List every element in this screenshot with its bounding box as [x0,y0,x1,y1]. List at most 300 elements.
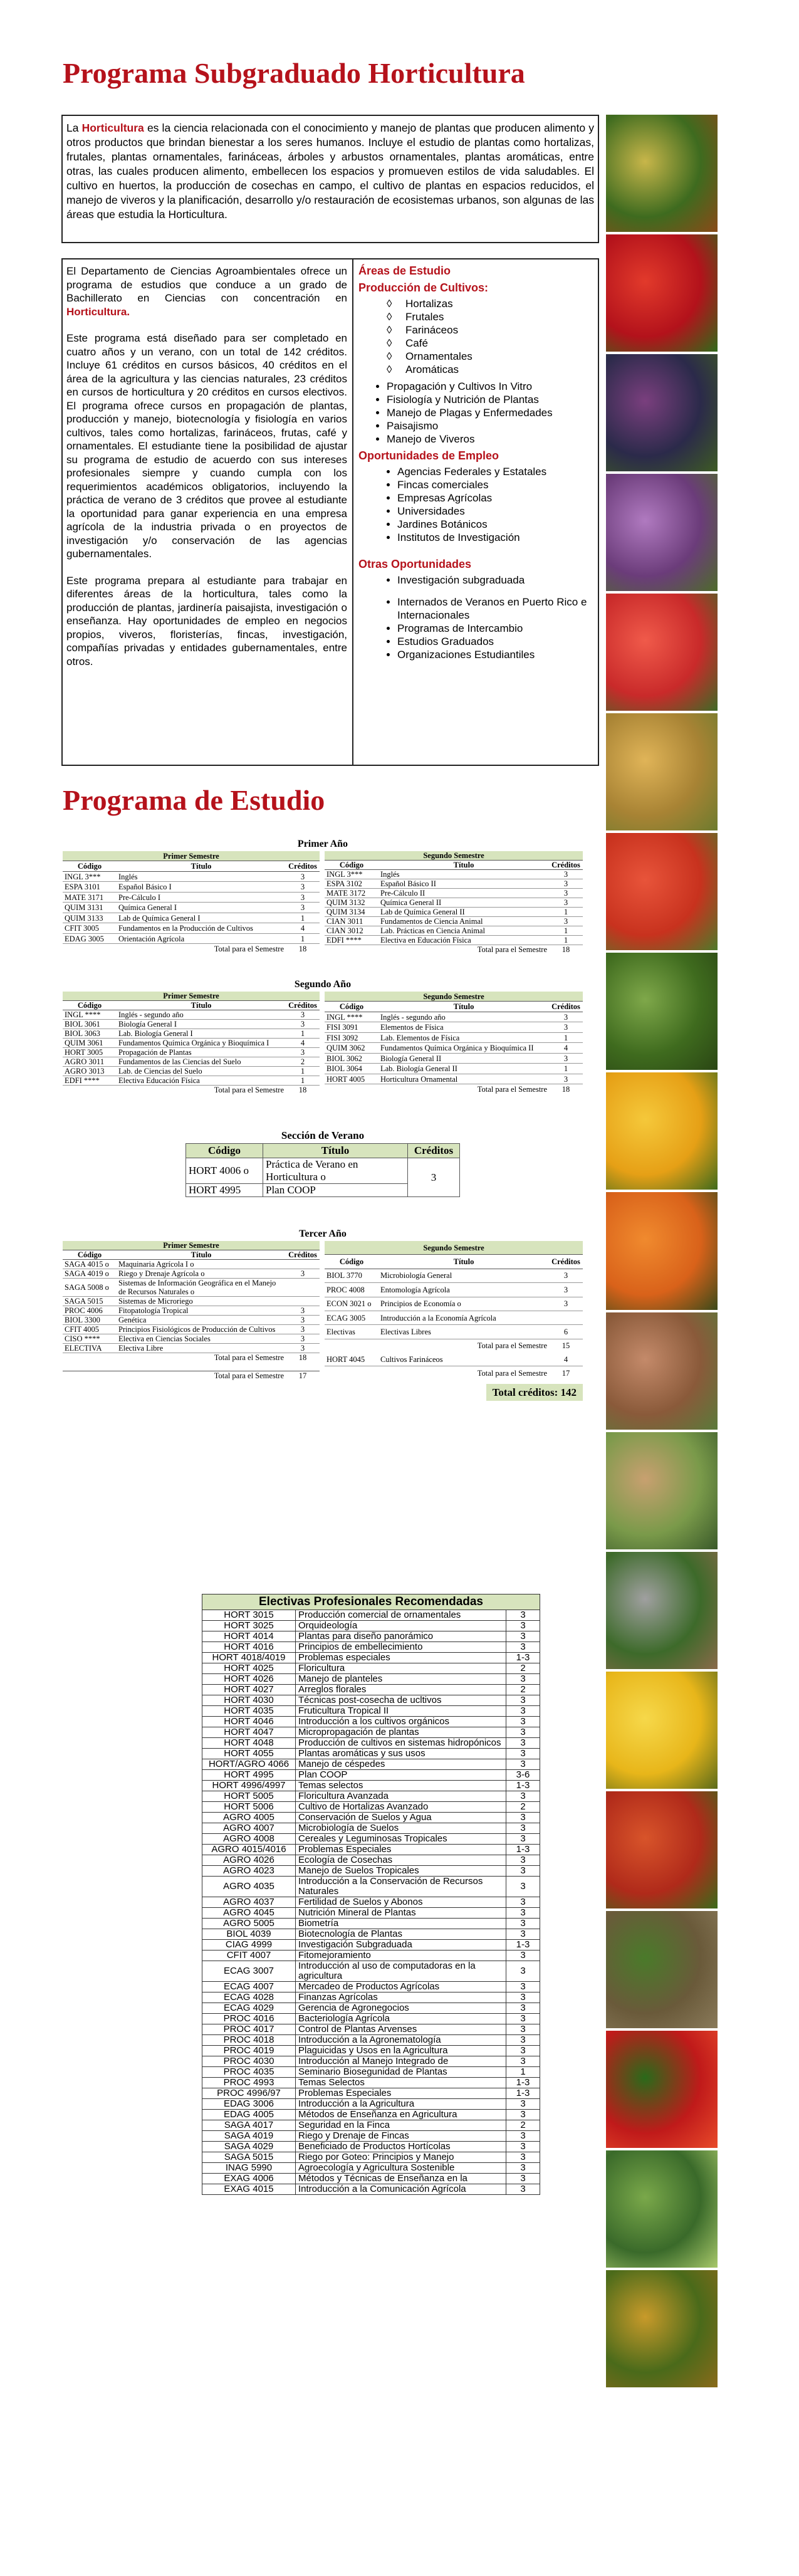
course-title: Control de Plantas Arvenses [296,2024,506,2035]
table-cell: Fitopatología Tropical [117,1306,286,1316]
table-row [325,1053,583,1064]
course-credits: 3 [506,1717,540,1727]
semester-total-row [63,1371,320,1380]
table-cell: QUIM 3133 [63,913,117,923]
table-cell: BIOL 3061 [63,1020,117,1029]
table-cell: QUIM 3134 [325,908,379,917]
table-cell: Electiva Libre [117,1344,286,1353]
course-code: HORT 4048 [202,1738,296,1749]
course-code: AGRO 4007 [202,1823,296,1834]
course-credits: 3 [506,2046,540,2056]
list-item: • Internados de Veranos en Puerto Rico e Internacionales [397,595,597,622]
table-cell: Fundamentos de Ciencia Animal [379,917,549,926]
col-header: Créditos [286,1001,320,1010]
course-title: Arreglos florales [296,1685,506,1695]
course-credits: 2 [506,1802,540,1813]
course-code: HORT 4035 [202,1706,296,1717]
table-row [202,1653,540,1663]
summer-table [185,1143,460,1197]
table-cell: Sistemas de Microriego [117,1297,286,1306]
table-cell: Español Básico I [117,882,286,893]
col-header: Código [63,861,117,872]
seedlings-photo [606,1911,718,2028]
table-row [202,1919,540,1929]
table-cell: Electivas [325,1325,379,1339]
pumpkins-photo [606,713,718,830]
table-row [202,1770,540,1781]
table-row [202,1940,540,1950]
pineapple-photo [606,2270,718,2387]
table-cell: Pre-Cálculo I [117,892,286,903]
course-credits: 3 [506,1823,540,1834]
col-header: Título [379,1002,549,1012]
table-cell: 2 [286,1057,320,1067]
total-value: 18 [561,1085,570,1094]
course-title: Introducción al Manejo Integrado de [296,2056,506,2067]
table-cell: QUIM 3061 [63,1039,117,1048]
table-row [202,2014,540,2024]
course-credits: 2 [506,2120,540,2131]
program-paragraph: Este programa está diseñado para ser completado en cuatro años y un verano, con un total de 142 créditos. Incluye 61 créditos en cursos básicos, 40 créditos en el área de la agricultura y las ciencias naturales, 23 créditos en cursos de horticultura y 20 créditos en cursos electivos. El programa ofrece cursos en propagación de plantas, producción y manejo, biotecnología y fisiología en varios cultivos, tales como hortalizas, farináceos, frutas, café y ornamentales. El estudiante tiene la posibilidad de ajustar su programa de estudio de acuerdo con sus intereses profesionales siempre y cuando cumpla con los requerimientos académicos obligatorios, incluyendo la práctica de verano de 3 créditos que provee al estudiante la oportunidad para ganar experiencia en una empresa agrícola de la industria privada o en proyectos de investigación y/o conservación de las agencias gubernamentales. [66,332,347,560]
course-title: Introducción al uso de computadoras en la agricultura [296,1961,506,1982]
course-credits: 2 [506,1685,540,1695]
table-row [63,1057,320,1067]
table-cell: Lab de Química General I [117,913,286,923]
table-row [325,1297,583,1311]
table-cell: Introducción a la Economía Agrícola [379,1311,549,1324]
course-title: Ecología de Cosechas [296,1855,506,1866]
table-row [63,892,320,903]
employment-heading: Oportunidades de Empleo [358,449,499,462]
col-header: Código [63,1250,117,1260]
table-cell: Entomología Agrícola [379,1283,549,1297]
total-value: 18 [298,945,307,954]
watermelon-photo [606,594,718,711]
melons-photo [606,2150,718,2268]
table-row [202,2110,540,2120]
table-row [63,1010,320,1020]
red-peppers-photo [606,234,718,352]
course-code: HORT 4047 [202,1727,296,1738]
table-row [202,1631,540,1642]
dept-paragraph: El Departamento de Ciencias Agroambientales ofrece un programa de estudios que conduce a un grado de Bachillerato en Ciencias con concentración en Horticultura. [66,265,347,318]
table-cell: BIOL 3300 [63,1316,117,1325]
course-credits: 1 [506,2067,540,2078]
total-value: 18 [298,1086,307,1094]
list-item: • Paisajismo [387,419,597,432]
table-cell: AGRO 3011 [63,1057,117,1067]
table-cell: ECAG 3005 [325,1311,379,1324]
table-cell: 4 [286,923,320,934]
course-code: SAGA 5015 [202,2152,296,2163]
table-cell: 6 [549,1325,583,1339]
course-code: ECAG 4029 [202,2003,296,2014]
course-code: HORT 5006 [202,1802,296,1813]
year2-tables [63,992,583,1094]
table-row [63,1334,320,1344]
electives-title: Electivas Profesionales Recomendadas [202,1594,540,1610]
table-cell: Microbiología General [379,1269,549,1282]
table-cell: 1 [549,936,583,945]
course-title: Fertilidad de Suelos y Abonos [296,1897,506,1908]
table-cell: 3 [286,1316,320,1325]
table-cell: ESPA 3102 [325,879,379,889]
semester-header: Primer Semestre [63,992,320,1001]
course-code: AGRO 4037 [202,1897,296,1908]
yellow-flowers-photo [606,1672,718,1789]
course-title: Principios de embellecimiento [296,1642,506,1653]
column-divider [352,259,353,765]
table-cell: BIOL 3062 [325,1053,379,1064]
course-title: Bacteriología Agrícola [296,2014,506,2024]
list-item: • Investigación subgraduada [397,573,597,587]
table-cell: 3 [549,1297,583,1311]
table-cell: Español Básico II [379,879,549,889]
course-title: Introducción a la Agronematología [296,2035,506,2046]
course-title: Temas Selectos [296,2078,506,2088]
course-code: PROC 4016 [202,2014,296,2024]
table-cell: Elementos de Física [379,1022,549,1033]
table-cell: 1 [286,1029,320,1039]
table-cell: Inglés - segundo año [379,1012,549,1022]
info-box [61,258,599,766]
course-credits: 3 [506,2024,540,2035]
course-title: Temas selectos [296,1781,506,1791]
course-title: Problemas Especiales [296,1845,506,1855]
production-heading: Producción de Cultivos: [358,281,489,294]
table-cell: Orientación Agrícola [117,933,286,944]
squash-photo [606,1192,718,1309]
course-credits: 3 [506,1992,540,2003]
course-credits: 3 [506,1897,540,1908]
table-row [325,1325,583,1339]
col-header: Título [379,1255,549,1269]
course-code: INAG 5990 [202,2163,296,2174]
table-cell: INGL 3*** [63,871,117,882]
col-header: Créditos [549,1002,583,1012]
course-code: SAGA 4019 [202,2131,296,2142]
table-row [202,1759,540,1770]
table-cell: Lab de Química General II [379,908,549,917]
table-row [63,1039,320,1048]
list-item: • Empresas Agrícolas [397,491,597,505]
list-item: • Manejo de Plagas y Enfermedades [387,406,597,419]
table-cell [286,1260,320,1269]
list-item: ◊ Ornamentales [405,350,597,363]
course-credits: 3 [506,1866,540,1877]
table-row [202,2088,540,2099]
table-row [202,1663,540,1674]
year2-first-semester [63,992,320,1094]
table-row [202,2120,540,2131]
table-row [63,1325,320,1334]
vegetables-photo [606,115,718,232]
course-code: HORT 4026 [202,1674,296,1685]
semester-total-row [63,944,320,954]
semester-total-row [63,1086,320,1095]
total-value: 18 [298,1353,307,1362]
photo-strip [606,115,718,2390]
table-row [202,2142,540,2152]
table-cell: CISO **** [63,1334,117,1344]
course-code: AGRO 4005 [202,1813,296,1823]
course-title: Agroecología y Agricultura Sostenible [296,2163,506,2174]
table-row [202,2035,540,2046]
table-cell: HORT 4006 o [186,1158,263,1184]
table-cell: ELECTIVA [63,1344,117,1353]
areas-heading: Áreas de Estudio [358,264,451,277]
total-label: Total para el Semestre [214,945,284,954]
course-title: Manejo de Suelos Tropicales [296,1866,506,1877]
table-cell: BIOL 3063 [63,1029,117,1039]
semester-header: Segundo Semestre [325,851,583,861]
course-credits: 3 [506,2142,540,2152]
list-item: • Fincas comerciales [397,478,597,491]
table-row [202,1621,540,1631]
course-code: PROC 4993 [202,2078,296,2088]
course-code: HORT 4018/4019 [202,1653,296,1663]
marigolds-photo [606,1072,718,1190]
course-credits: 3 [506,2014,540,2024]
table-cell: Inglés - segundo año [117,1010,286,1020]
table-row [202,2067,540,2078]
col-header: Código [186,1144,263,1158]
course-title: Floricultura [296,1663,506,1674]
table-row [202,1961,540,1982]
year2-second-semester [325,992,583,1094]
summer-title: Sección de Verano [281,1129,365,1141]
year3-tables [63,1241,583,1380]
course-title: Manejo de céspedes [296,1759,506,1770]
course-credits: 1-3 [506,1940,540,1950]
semester-total-row [63,1353,320,1363]
table-cell: HORT 4045 [325,1353,379,1366]
hands-photo [606,1312,718,1430]
table-row [202,1950,540,1961]
course-credits: 3 [506,1621,540,1631]
table-cell: Biología General II [379,1053,549,1064]
table-row [202,2163,540,2174]
table-cell: 3 [549,1283,583,1297]
col-header: Título [379,861,549,870]
list-item: • Universidades [397,505,597,518]
table-cell: HORT 3005 [63,1048,117,1057]
table-cell: 3 [286,882,320,893]
table-row [202,2174,540,2184]
table-cell: 3 [286,1325,320,1334]
table-row [202,1908,540,1919]
areas-list [358,380,597,446]
course-title: Floricultura Avanzada [296,1791,506,1802]
course-credits: 3 [506,2003,540,2014]
table-cell: SAGA 4019 o [63,1269,117,1279]
course-credits: 3 [506,2110,540,2120]
table-row [202,1897,540,1908]
table-cell: Plan COOP [263,1184,408,1197]
table-cell: Pre-Cálculo II [379,889,549,898]
course-code: PROC 4030 [202,2056,296,2067]
table-row [63,933,320,944]
course-code: CIAG 4999 [202,1940,296,1950]
course-credits: 3 [506,2056,540,2067]
table-cell: 1 [549,926,583,936]
course-credits: 1-3 [506,1653,540,1663]
course-title: Seguridad en la Finca [296,2120,506,2131]
year1-first-semester [63,851,320,954]
table-row [202,2078,540,2088]
course-code: ECAG 4007 [202,1982,296,1992]
course-code: AGRO 4035 [202,1877,296,1897]
table-cell: Práctica de Verano en Horticultura o [263,1158,408,1184]
table-row [325,1022,583,1033]
table-cell: Sistemas de Información Geográfica en el Manejo de Recursos Naturales o [117,1279,286,1297]
course-title: Mercadeo de Productos Agrícolas [296,1982,506,1992]
list-item: • Organizaciones Estudiantiles [397,648,597,661]
total-value: 18 [561,945,570,954]
course-title: Introducción a los cultivos orgánicos [296,1717,506,1727]
table-cell: MATE 3171 [63,892,117,903]
course-code: EXAG 4015 [202,2184,296,2195]
list-item: • Estudios Graduados [397,635,597,648]
course-code: CFIT 4007 [202,1950,296,1961]
total-label: Total para el Semestre [477,1368,547,1378]
list-item: • Jardines Botánicos [397,518,597,531]
course-title: Producción comercial de ornamentales [296,1610,506,1621]
total-value: 17 [286,1371,320,1380]
table-cell: CIAN 3011 [325,917,379,926]
table-row [202,1992,540,2003]
list-item: ◊ Farináceos [405,323,597,337]
course-code: AGRO 5005 [202,1919,296,1929]
table-row [325,1043,583,1054]
careers-paragraph: Este programa prepara al estudiante para trabajar en diferentes áreas de la horticultura, tales como la producción de plantas, jardinería paisajista, investigación o enseñanza. Hay oportunidades de empleo en negocios propios, viveros, floristerías, fincas, investigación, compañías privadas y entidades gubernamentales, entre otros. [66,574,347,668]
table-row [202,1717,540,1727]
total-credits-row [63,1386,583,1399]
course-credits: 3 [506,1961,540,1982]
intro-term: Horticultura [81,122,144,134]
list-item: • Manejo de Viveros [387,432,597,446]
intro-lead: La [66,122,79,134]
table-cell: 3 [549,898,583,908]
table-row [325,1353,583,1366]
other-list [358,573,597,661]
table-row [63,1076,320,1086]
study-plan [63,839,583,1399]
table-cell: Química General II [379,898,549,908]
table-cell: AGRO 3013 [63,1067,117,1076]
course-code: PROC 4996/97 [202,2088,296,2099]
course-title: Nutrición Mineral de Plantas [296,1908,506,1919]
table-row [202,1706,540,1717]
table-row [63,903,320,913]
course-code: EDAG 4005 [202,2110,296,2120]
table-row [202,1929,540,1940]
table-row [325,926,583,936]
program-title: Programa de Estudio [63,784,325,816]
total-credits: Total créditos: 142 [486,1384,583,1401]
table-cell: 1 [286,1076,320,1086]
course-title: Gerencia de Agronegocios [296,2003,506,2014]
table-row [63,913,320,923]
course-code: HORT 4027 [202,1685,296,1695]
course-credits: 3 [506,1982,540,1992]
table-cell: 3 [286,1269,320,1279]
production-list [358,297,597,376]
table-cell: 1 [286,933,320,944]
table-row [325,936,583,945]
course-code: HORT 3025 [202,1621,296,1631]
table-cell: PROC 4008 [325,1283,379,1297]
table-row [202,1855,540,1866]
year3-first-semester [63,1241,320,1380]
course-credits: 3-6 [506,1770,540,1781]
course-title: Manejo de planteles [296,1674,506,1685]
table-row [202,1823,540,1834]
year3-second-semester [325,1241,583,1380]
table-cell: 3 [286,892,320,903]
course-code: AGRO 4008 [202,1834,296,1845]
table-cell: Lab. Prácticas en Ciencia Animal [379,926,549,936]
col-header: Créditos [408,1144,460,1158]
list-item: • Programas de Intercambio [397,622,597,635]
table-cell: Electiva en Educación Física [379,936,549,945]
list-item: • Agencias Federales y Estatales [397,465,597,478]
course-code: SAGA 4017 [202,2120,296,2131]
course-credits: 1-3 [506,2078,540,2088]
total-label: Total para el Semestre [63,1371,286,1380]
table-cell: HORT 4995 [186,1184,263,1197]
table-cell: FISI 3092 [325,1032,379,1043]
table-cell: HORT 4005 [325,1074,379,1084]
course-title: Métodos de Enseñanza en Agricultura [296,2110,506,2120]
table-cell: Fundamentos de las Ciencias del Suelo [117,1057,286,1067]
course-code: PROC 4018 [202,2035,296,2046]
table-cell: Química General I [117,903,286,913]
course-title: Investigación Subgraduada [296,1940,506,1950]
table-row [202,1791,540,1802]
course-credits: 3 [506,1791,540,1802]
table-cell: Genética [117,1316,286,1325]
table-cell: 4 [549,1043,583,1054]
table-row [202,1685,540,1695]
table-cell: Lab. Biología General I [117,1029,286,1039]
table-row [202,1695,540,1706]
table-cell: Maquinaria Agrícola I o [117,1260,286,1269]
table-cell: 3 [286,903,320,913]
table-cell: FISI 3091 [325,1022,379,1033]
table-cell: 4 [286,1039,320,1048]
table-cell: 3 [549,870,583,879]
course-credits: 3 [506,1929,540,1940]
course-title: Conservación de Suelos y Agua [296,1813,506,1823]
semester-total-row [325,945,583,955]
table-cell: BIOL 3064 [325,1064,379,1074]
semester-total-row [325,1084,583,1094]
year1-title: Primer Año [297,839,348,849]
course-code: HORT 4016 [202,1642,296,1653]
students-photo [606,1432,718,1549]
table-row [202,2046,540,2056]
table-cell: 3 [549,1022,583,1033]
table-cell: 3 [549,1269,583,1282]
table-row [63,1029,320,1039]
table-cell: Cultivos Farináceos [379,1353,549,1366]
table-cell: Lab. Elementos de Física [379,1032,549,1043]
table-cell: Electivas Libres [379,1325,549,1339]
purple-onion-photo [606,474,718,591]
table-row [325,898,583,908]
course-code: AGRO 4023 [202,1866,296,1877]
